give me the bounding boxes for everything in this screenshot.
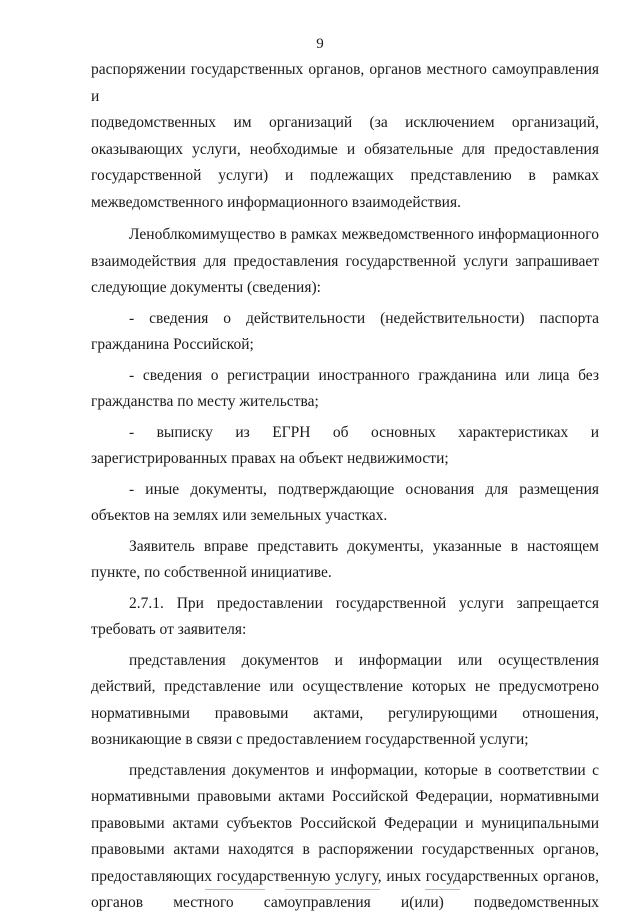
text-line: подведомственных им организаций (за исключением организаций, (91, 114, 599, 131)
paragraph (91, 57, 599, 216)
page-number: 9 (316, 36, 324, 52)
text-line: представления документов и информации, которые в соответствии с (129, 761, 599, 779)
text-line: - иные документы, подтверждающие основания для размещения (129, 480, 599, 498)
paragraph (91, 591, 599, 644)
text-line: действий, представление или осуществление которых не предусмотрено (91, 678, 599, 695)
text-line: межведомственного информационного взаимодействия. (91, 193, 461, 211)
text-line: гражданства по месту жительства; (91, 393, 319, 410)
paragraph (91, 306, 599, 359)
text-line: Леноблкомимущество в рамках межведомственного информационного (129, 226, 599, 243)
text-line: гражданина Российской; (91, 336, 254, 353)
text-line: следующие документы (сведения): (91, 279, 321, 296)
text-line: объектов на землях или земельных участках. (91, 507, 388, 524)
paragraph (91, 648, 599, 754)
paragraph (91, 420, 599, 473)
text-line: государственной услуги) и подлежащих представлению в рамках (91, 167, 599, 184)
text-line: Заявитель вправе представить документы, указанные в настоящем (129, 537, 599, 555)
paragraph (91, 222, 599, 302)
text-line: предоставляющих государственную услугу, иных государственных органов, (91, 867, 599, 885)
text-line: - выписку из ЕГРН об основных характеристиках и (129, 423, 599, 441)
scan-artifact-line (205, 889, 265, 890)
paragraph (91, 758, 599, 917)
text-line: нормативными правовыми актами Российской Федерации, нормативными (91, 788, 599, 805)
text-line: взаимодействия для предоставления государственной услуги запрашивает (91, 252, 599, 270)
text-line: правовыми актами находятся в распоряжении государственных органов, (91, 841, 599, 858)
text-line: требовать от заявителя: (91, 621, 247, 638)
text-line: оказывающих услуги, необходимые и обязательные для предоставления (91, 140, 599, 158)
text-line: - сведения о регистрации иностранного гражданина или лица без (129, 366, 599, 384)
text-line: пункте, по собственной инициативе. (91, 564, 332, 581)
text-line: зарегистрированных правах на объект недвижимости; (91, 450, 449, 467)
text-line: возникающие в связи с предоставлением государственной услуги; (91, 731, 529, 748)
paragraph (91, 363, 599, 416)
document-body (91, 57, 599, 917)
text-line: - сведения о действительности (недействительности) паспорта (129, 309, 599, 327)
text-line: правовыми актами субъектов Российской Федерации и муниципальными (91, 814, 599, 832)
text-line: органов местного самоуправления и(или) подведомственных (91, 894, 599, 911)
text-line: распоряжении государственных органов, органов местного самоуправления и (91, 61, 599, 105)
paragraph (91, 534, 599, 587)
scan-artifact-line (425, 889, 460, 890)
text-line: нормативными правовыми актами, регулирующими отношения, (91, 704, 599, 722)
text-line: представления документов и информации или осуществления (129, 651, 599, 669)
text-line: 2.7.1. При предоставлении государственной услуги запрещается (129, 594, 599, 612)
paragraph (91, 477, 599, 530)
scan-artifact-line (285, 889, 380, 890)
